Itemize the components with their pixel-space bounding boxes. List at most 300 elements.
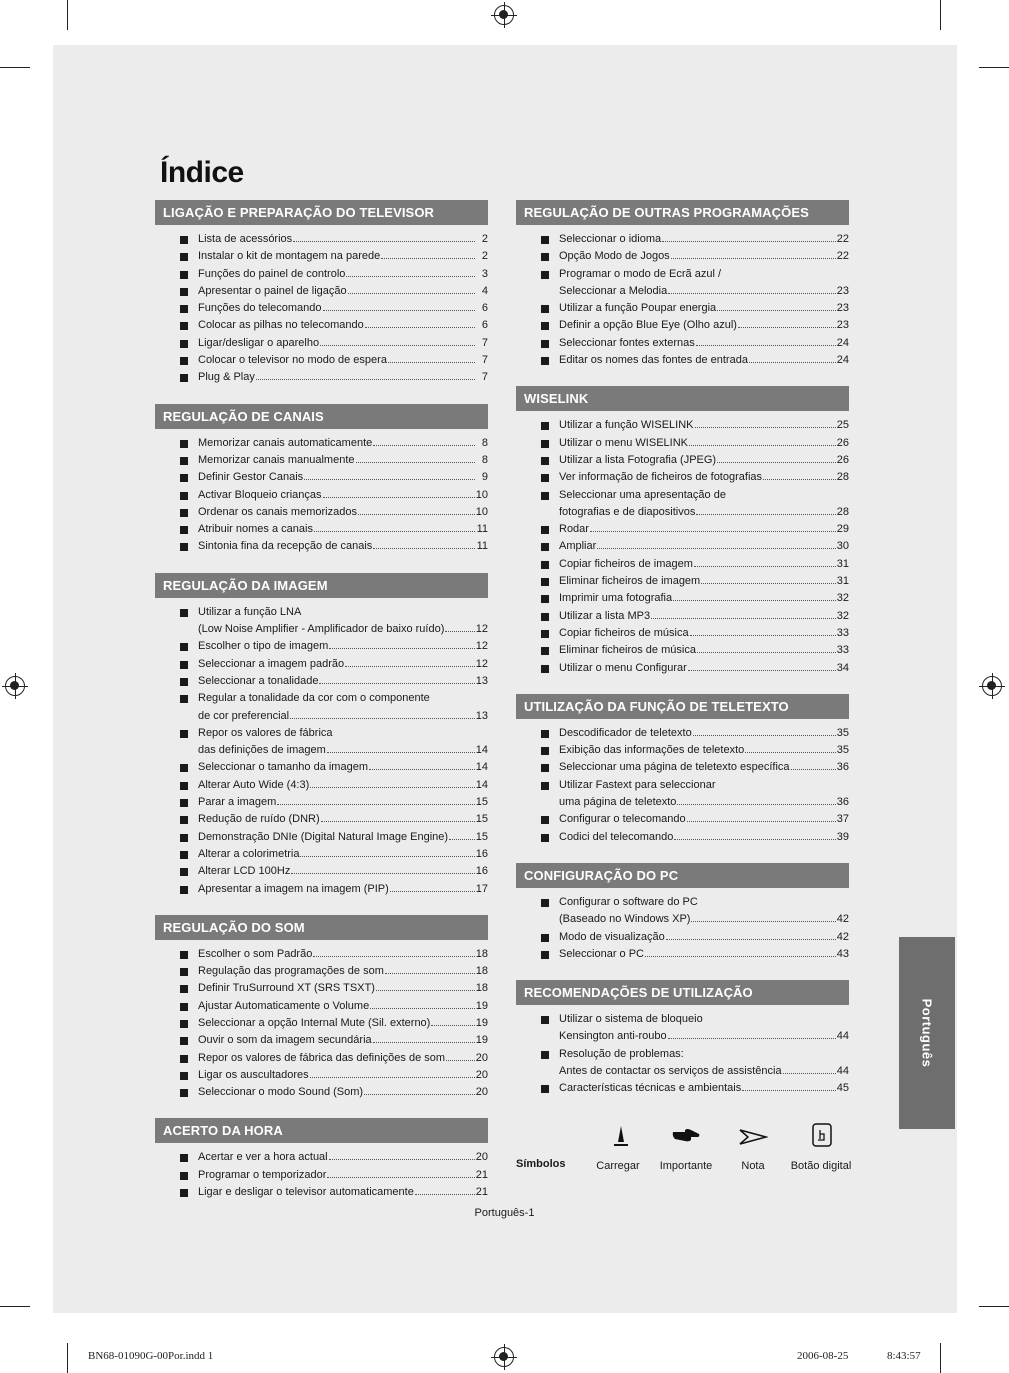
toc-entry[interactable] <box>541 1011 849 1046</box>
toc-entry[interactable] <box>180 673 488 690</box>
toc-entry[interactable] <box>541 300 849 317</box>
dot-leader <box>310 787 474 788</box>
toc-entry[interactable] <box>180 504 488 521</box>
bullet-square-icon <box>180 492 188 500</box>
page-ref: 13 <box>475 674 488 687</box>
toc-entry[interactable] <box>541 469 849 486</box>
toc-entry-text: Resolução de problemas: <box>559 1047 684 1060</box>
pointing-hand-icon <box>671 1122 701 1150</box>
registration-mark-icon <box>494 1347 514 1367</box>
toc-entry[interactable] <box>541 352 849 369</box>
bullet-square-icon <box>541 647 549 655</box>
page-ref: 28 <box>836 505 849 518</box>
page-ref: 19 <box>475 999 488 1012</box>
toc-entry-text: Codici del telecomando <box>559 830 674 843</box>
dot-leader <box>348 293 475 294</box>
toc-section <box>516 694 849 846</box>
footer-filename: BN68-01090G-00Por.indd 1 <box>88 1350 214 1362</box>
toc-entry-text: Seleccionar o modo Sound (Som) <box>198 1086 364 1099</box>
bullet-square-icon <box>180 288 188 296</box>
crop-mark <box>940 0 941 30</box>
toc-entry-text: Definir Gestor Canais <box>198 471 304 484</box>
dot-leader <box>388 362 475 363</box>
toc-entry-text: Plug & Play <box>198 371 255 384</box>
bullet-square-icon <box>180 236 188 244</box>
page-ref: 37 <box>836 813 849 826</box>
toc-entry-text: Eliminar ficheiros de música <box>559 644 696 657</box>
toc-section <box>516 200 849 369</box>
toc-entry[interactable] <box>541 317 849 334</box>
toc-entry[interactable] <box>541 777 849 812</box>
right-column <box>516 200 849 1115</box>
dot-leader <box>791 769 836 770</box>
dot-leader <box>293 241 475 242</box>
symbol-label: Carregar <box>596 1160 640 1172</box>
dot-leader <box>674 839 835 840</box>
toc-entry-text: Seleccionar o PC <box>559 947 644 960</box>
toc-entry-text: Utilizar a lista Fotografia (JPEG) <box>559 453 717 466</box>
toc-entry-text: Utilizar a lista MP3 <box>559 609 651 622</box>
dot-leader <box>310 1077 475 1078</box>
bullet-square-icon <box>541 899 549 907</box>
toc-entry-text: Memorizar canais automaticamente <box>198 436 373 449</box>
page-ref: 44 <box>836 1030 849 1043</box>
dot-leader <box>697 652 836 653</box>
page-ref: 35 <box>836 744 849 757</box>
toc-entry[interactable] <box>180 1184 488 1201</box>
dot-leader <box>329 648 475 649</box>
toc-entry-text: Demonstração DNIe (Digital Natural Image Engine) <box>198 830 449 843</box>
toc-entry[interactable] <box>541 538 849 555</box>
page-ref: 3 <box>481 267 488 280</box>
toc-entry-text: Antes de contactar os serviços de assistência <box>559 1064 782 1077</box>
dot-leader <box>373 1042 475 1043</box>
toc-entry-text: Ligar/desligar o aparelho <box>198 336 320 349</box>
toc-entry-text: das definições de imagem <box>198 744 326 757</box>
crop-mark <box>0 67 30 68</box>
dot-leader <box>323 310 475 311</box>
toc-entry[interactable] <box>541 231 849 248</box>
bullet-square-icon <box>541 561 549 569</box>
bullet-square-icon <box>541 595 549 603</box>
toc-entry[interactable] <box>541 608 849 625</box>
page-ref: 2 <box>481 233 488 245</box>
page-ref: 23 <box>836 284 849 297</box>
toc-entry[interactable] <box>180 1149 488 1166</box>
toc-entry[interactable] <box>180 656 488 673</box>
page-ref: 22 <box>836 250 849 263</box>
toc-entry[interactable] <box>180 980 488 997</box>
bullet-square-icon <box>541 526 549 534</box>
toc-entry-text: Kensington anti-roubo <box>559 1030 667 1043</box>
dot-leader <box>693 735 836 736</box>
toc-entry[interactable] <box>541 1046 849 1081</box>
toc-entry-text: Regular a tonalidade da cor com o componente <box>198 692 430 705</box>
toc-entry[interactable] <box>180 352 488 369</box>
toc-entry[interactable] <box>541 625 849 642</box>
dot-leader <box>291 873 474 874</box>
section-header: LIGAÇÃO E PREPARAÇÃO DO TELEVISOR <box>155 200 488 225</box>
toc-entry[interactable] <box>541 452 849 469</box>
toc-entry[interactable] <box>180 1067 488 1084</box>
toc-entry[interactable] <box>180 452 488 469</box>
page-ref: 30 <box>836 540 849 553</box>
toc-entry-text: Seleccionar o tamanho da imagem <box>198 761 368 774</box>
crop-mark <box>0 1306 30 1307</box>
page-ref: 23 <box>836 302 849 315</box>
page-ref: 12 <box>475 640 488 653</box>
toc-entry-text: Modo de visualização <box>559 930 665 943</box>
toc-entry[interactable] <box>180 1050 488 1067</box>
toc-entry[interactable] <box>180 725 488 760</box>
bullet-square-icon <box>180 834 188 842</box>
toc-entry-text: Ligar os auscultadores <box>198 1068 309 1081</box>
page-ref: 39 <box>836 830 849 843</box>
toc-entry[interactable] <box>541 725 849 742</box>
toc-entry-text: Seleccionar uma página de teletexto específica <box>559 761 790 774</box>
dot-leader <box>329 1159 475 1160</box>
page-ref: 32 <box>836 592 849 605</box>
toc-entry[interactable] <box>541 266 849 301</box>
toc-entry[interactable] <box>541 417 849 434</box>
page-ref: 23 <box>836 319 849 332</box>
toc-entry[interactable] <box>180 846 488 863</box>
page-ref: 4 <box>481 284 488 297</box>
section-header: REGULAÇÃO DE OUTRAS PROGRAMAÇÕES <box>516 200 849 225</box>
bullet-square-icon <box>541 253 549 261</box>
toc-entry-text: Utilizar o sistema de bloqueio <box>559 1013 703 1026</box>
bullet-square-icon <box>180 661 188 669</box>
page-ref: 21 <box>475 1168 488 1181</box>
toc-entry-text: Configurar o software do PC <box>559 895 698 908</box>
toc-entry-text: Utilizar o menu Configurar <box>559 661 687 674</box>
toc-entry[interactable] <box>541 929 849 946</box>
crop-mark <box>67 1343 68 1373</box>
toc-entry[interactable] <box>180 487 488 504</box>
page-ref: 44 <box>836 1064 849 1077</box>
toc-entry-text: Seleccionar o idioma <box>559 233 662 245</box>
page-ref: 18 <box>475 947 488 960</box>
toc-entry-text: Seleccionar a Melodia <box>559 284 668 297</box>
page-ref: 33 <box>836 644 849 657</box>
bullet-square-icon <box>180 1172 188 1180</box>
page-ref: 7 <box>481 371 488 384</box>
toc-section <box>516 386 849 676</box>
page-ref: 20 <box>475 1051 488 1064</box>
bullet-square-icon <box>541 951 549 959</box>
toc-entry-text: Escolher o tipo de imagem <box>198 640 329 653</box>
bullet-square-icon <box>180 474 188 482</box>
toc-entry[interactable] <box>180 604 488 639</box>
bullet-square-icon <box>180 1020 188 1028</box>
toc-entry[interactable] <box>541 660 849 677</box>
page-ref: 12 <box>475 657 488 670</box>
toc-entry-text: Ajustar Automaticamente o Volume <box>198 999 370 1012</box>
toc-entry[interactable] <box>541 556 849 573</box>
toc-entry[interactable] <box>541 642 849 659</box>
press-icon <box>606 1122 636 1150</box>
toc-entry[interactable] <box>180 335 488 352</box>
toc-entry-text: Eliminar ficheiros de imagem <box>559 575 701 588</box>
section-header: ACERTO DA HORA <box>155 1118 488 1143</box>
toc-entry[interactable] <box>180 266 488 283</box>
toc-entry-text: Apresentar o painel de ligação <box>198 284 347 297</box>
toc-entry[interactable] <box>180 435 488 452</box>
side-tab-label: Português <box>919 998 935 1068</box>
toc-entry-text: Lista de acessórios <box>198 233 293 245</box>
dot-leader <box>687 821 836 822</box>
dot-leader <box>369 769 475 770</box>
bullet-square-icon <box>541 782 549 790</box>
toc-entry[interactable] <box>180 231 488 248</box>
section-header: REGULAÇÃO DE CANAIS <box>155 404 488 429</box>
toc-entry[interactable] <box>541 1080 849 1097</box>
bullet-square-icon <box>180 1037 188 1045</box>
crop-mark <box>67 0 68 30</box>
dot-leader <box>742 1090 836 1091</box>
dot-leader <box>694 566 836 567</box>
toc-entry-text: Imprimir uma fotografia <box>559 592 673 605</box>
toc-entry-text: Características técnicas e ambientais <box>559 1082 742 1095</box>
arrow-note-icon <box>738 1122 768 1150</box>
bullet-square-icon <box>180 643 188 651</box>
toc-entry-text: de cor preferencial <box>198 709 290 722</box>
dot-leader <box>256 379 475 380</box>
toc-entry[interactable] <box>180 1167 488 1184</box>
toc-entry-text: Regulação das programações de som <box>198 965 384 978</box>
bullet-square-icon <box>541 357 549 365</box>
symbol-label: Nota <box>741 1160 765 1172</box>
toc-entry[interactable] <box>541 435 849 452</box>
toc-entry[interactable] <box>180 963 488 980</box>
toc-entry[interactable] <box>541 521 849 538</box>
toc-entry[interactable] <box>180 811 488 828</box>
toc-entry[interactable] <box>180 248 488 265</box>
toc-entry-text: Ver informação de ficheiros de fotografias <box>559 471 763 484</box>
language-side-tab <box>899 937 955 1129</box>
registration-mark-icon <box>982 676 1002 696</box>
page-ref: 8 <box>481 453 488 466</box>
bullet-square-icon <box>180 799 188 807</box>
toc-entry-text: Funções do painel de controlo <box>198 267 346 280</box>
bullet-square-icon <box>180 526 188 534</box>
bullet-square-icon <box>541 816 549 824</box>
bullet-square-icon <box>180 782 188 790</box>
bullet-square-icon <box>541 474 549 482</box>
bullet-square-icon <box>541 934 549 942</box>
toc-entry[interactable] <box>541 946 849 963</box>
page-ref: 11 <box>476 523 488 536</box>
dot-leader <box>738 327 836 328</box>
toc-entry-text: Ordenar os canais memorizados <box>198 505 357 518</box>
toc-entry-text: Memorizar canais manualmente <box>198 453 355 466</box>
toc-entry[interactable] <box>180 829 488 846</box>
toc-entry[interactable] <box>541 894 849 929</box>
page-ref: 13 <box>475 709 488 722</box>
bullet-square-icon <box>541 764 549 772</box>
toc-entry-text: Ligar e desligar o televisor automaticamente <box>198 1186 414 1199</box>
section-header: RECOMENDAÇÕES DE UTILIZAÇÃO <box>516 980 849 1005</box>
toc-entry-text: Ouvir o som da imagem secundária <box>198 1034 372 1047</box>
dot-leader <box>346 276 475 277</box>
bullet-square-icon <box>541 271 549 279</box>
toc-entry-text: Utilizar a função Poupar energia <box>559 302 717 315</box>
toc-entry-text: Utilizar a função LNA <box>198 605 302 618</box>
page-ref: 36 <box>836 761 849 774</box>
bullet-square-icon <box>180 764 188 772</box>
toc-entry[interactable] <box>180 638 488 655</box>
page-ref: 2 <box>481 250 488 263</box>
toc-entry[interactable] <box>180 881 488 898</box>
toc-entry[interactable] <box>180 369 488 386</box>
toc-entry[interactable] <box>541 590 849 607</box>
toc-entry-text: Definir a opção Blue Eye (Olho azul) <box>559 319 737 332</box>
toc-entry[interactable] <box>180 946 488 963</box>
dot-leader <box>373 445 475 446</box>
toc-entry[interactable] <box>541 248 849 265</box>
toc-entry[interactable] <box>180 317 488 334</box>
page-ref: 15 <box>475 796 488 809</box>
toc-entry[interactable] <box>541 573 849 590</box>
toc-entry-text: Opção Modo de Jogos <box>559 250 670 263</box>
dot-leader <box>415 1194 475 1195</box>
toc-section <box>155 1118 488 1201</box>
toc-entry-text: Utilizar o menu WISELINK <box>559 436 688 449</box>
bullet-square-icon <box>180 457 188 465</box>
bullet-square-icon <box>180 374 188 382</box>
dot-leader <box>313 956 474 957</box>
toc-entry[interactable] <box>180 777 488 794</box>
page-ref: 29 <box>836 523 849 536</box>
toc-entry[interactable] <box>541 759 849 776</box>
dot-leader <box>356 462 475 463</box>
dot-leader <box>290 718 475 719</box>
toc-entry[interactable] <box>541 811 849 828</box>
page-ref: 8 <box>481 436 488 449</box>
bullet-square-icon <box>541 630 549 638</box>
dot-leader <box>304 479 475 480</box>
toc-entry[interactable] <box>541 829 849 846</box>
toc-entry-text: Utilizar Fastext para seleccionar <box>559 778 716 791</box>
toc-entry[interactable] <box>541 335 849 352</box>
dot-leader <box>689 445 836 446</box>
page-ref: 15 <box>475 830 488 843</box>
bullet-square-icon <box>541 747 549 755</box>
page-ref: 7 <box>481 354 488 367</box>
dot-leader <box>597 548 835 549</box>
toc-entry-text: Alterar a colorimetria <box>198 847 300 860</box>
bullet-square-icon <box>180 1055 188 1063</box>
toc-entry-text: Acertar e ver a hora actual <box>198 1151 328 1164</box>
dot-leader <box>445 631 474 632</box>
page-ref: 36 <box>836 796 849 809</box>
toc-entry[interactable] <box>180 998 488 1015</box>
page-ref: 35 <box>836 726 849 739</box>
bullet-square-icon <box>180 340 188 348</box>
dot-leader <box>696 345 836 346</box>
toc-entry-text: (Low Noise Amplifier - Amplificador de baixo ruído) <box>198 623 445 636</box>
crop-mark <box>979 67 1009 68</box>
toc-entry[interactable] <box>180 863 488 880</box>
toc-entry-text: Colocar o televisor no modo de espera <box>198 354 387 367</box>
toc-entry[interactable] <box>180 794 488 811</box>
page-ref: 24 <box>836 354 849 367</box>
bullet-square-icon <box>541 1051 549 1059</box>
toc-entry[interactable] <box>180 1015 488 1032</box>
dot-leader <box>717 462 836 463</box>
toc-entry[interactable] <box>541 742 849 759</box>
page-ref: 22 <box>836 233 849 245</box>
page-ref: 10 <box>475 505 488 518</box>
page-ref: 18 <box>475 982 488 995</box>
bullet-square-icon <box>541 613 549 621</box>
bullet-square-icon <box>180 868 188 876</box>
toc-entry-text: Repor os valores de fábrica das definições de som <box>198 1051 446 1064</box>
page-ref: 16 <box>475 865 488 878</box>
toc-entry[interactable] <box>180 1032 488 1049</box>
toc-entry-text: (Baseado no Windows XP) <box>559 913 691 926</box>
toc-entry[interactable] <box>180 469 488 486</box>
toc-entry[interactable] <box>180 300 488 317</box>
section-header: UTILIZAÇÃO DA FUNÇÃO DE TELETEXTO <box>516 694 849 719</box>
dot-leader <box>696 514 835 515</box>
toc-entry-text: Apresentar a imagem na imagem (PIP) <box>198 882 389 895</box>
page-ref: 18 <box>475 965 488 978</box>
toc-entry[interactable] <box>180 283 488 300</box>
toc-entry-text: Rodar <box>559 523 589 536</box>
bullet-square-icon <box>180 968 188 976</box>
bullet-square-icon <box>180 440 188 448</box>
section-header: REGULAÇÃO DA IMAGEM <box>155 573 488 598</box>
bullet-square-icon <box>541 305 549 313</box>
symbol-label: Importante <box>659 1160 713 1172</box>
toc-entry-text: Definir TruSurround XT (SRS TSXT) <box>198 982 375 995</box>
bullet-square-icon <box>541 422 549 430</box>
toc-entry-text: Funções do telecomando <box>198 302 322 315</box>
toc-entry[interactable] <box>180 759 488 776</box>
page-ref: 20 <box>475 1068 488 1081</box>
page-ref: 14 <box>475 761 488 774</box>
page-ref: 14 <box>475 778 488 791</box>
toc-entry-text: Repor os valores de fábrica <box>198 726 333 739</box>
symbols-legend <box>516 1120 856 1200</box>
dot-leader <box>662 241 836 242</box>
bullet-square-icon <box>541 730 549 738</box>
toc-entry-text: Redução de ruído (DNR) <box>198 813 320 826</box>
section-header: REGULAÇÃO DO SOM <box>155 915 488 940</box>
bullet-square-icon <box>541 440 549 448</box>
bullet-square-icon <box>180 253 188 261</box>
bullet-square-icon <box>180 816 188 824</box>
dot-leader <box>666 939 836 940</box>
dot-leader <box>376 990 475 991</box>
dot-leader <box>277 804 474 805</box>
bullet-square-icon <box>541 236 549 244</box>
toc-entry[interactable] <box>180 690 488 725</box>
toc-section <box>155 200 488 387</box>
dot-leader <box>763 479 836 480</box>
toc-entry[interactable] <box>180 521 488 538</box>
page-ref: 32 <box>836 609 849 622</box>
dot-leader <box>319 683 474 684</box>
bullet-square-icon <box>541 457 549 465</box>
page-ref: 45 <box>836 1082 849 1095</box>
toc-entry[interactable] <box>180 538 488 555</box>
toc-entry[interactable] <box>180 1084 488 1101</box>
toc-entry[interactable] <box>541 487 849 522</box>
toc-entry-text: Colocar as pilhas no telecomando <box>198 319 364 332</box>
toc-entry-text: Descodificador de teletexto <box>559 726 692 739</box>
